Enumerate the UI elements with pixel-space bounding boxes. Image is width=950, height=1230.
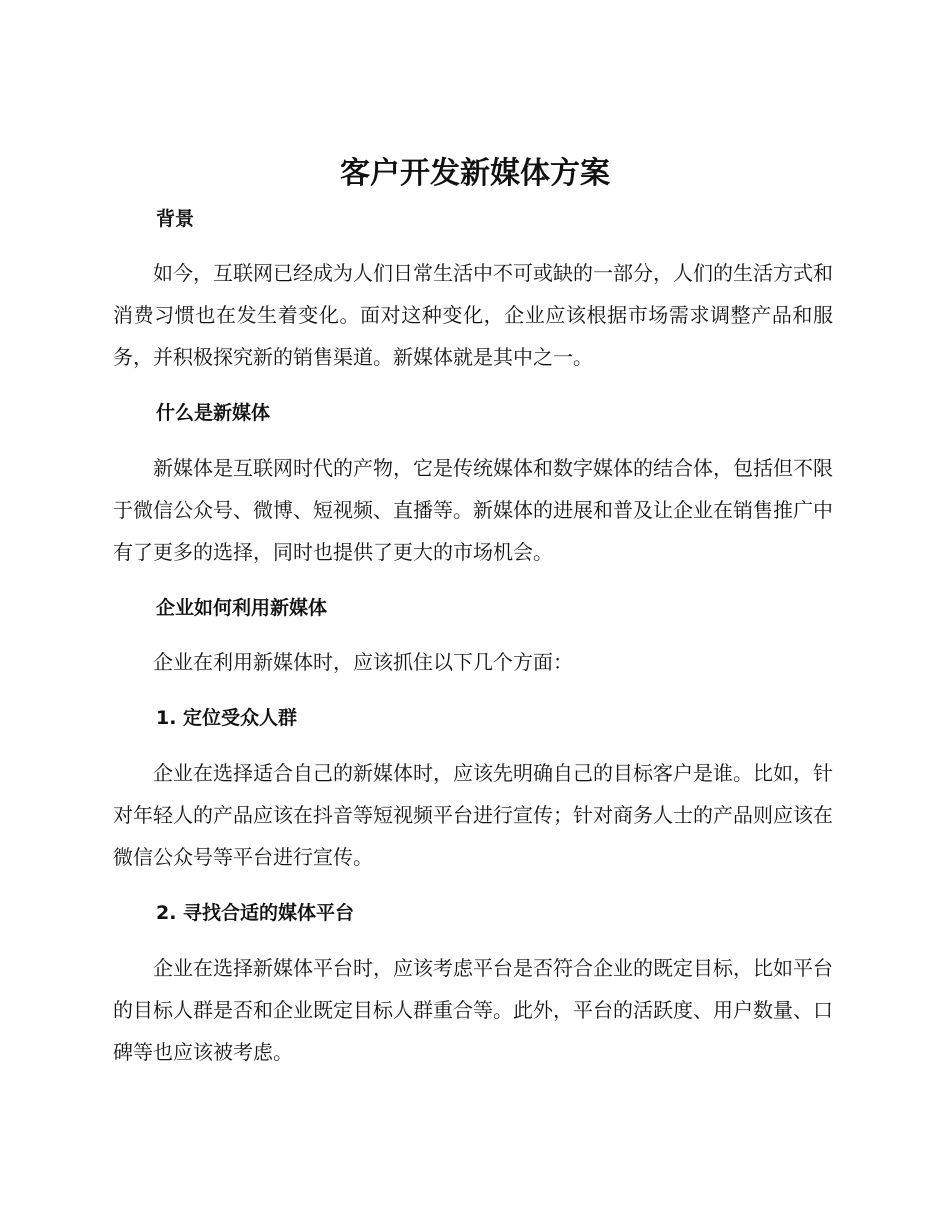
section-paragraph-background: 如今，互联网已经成为人们日常生活中不可或缺的一部分，人们的生活方式和消费习惯也在发生着变化。面对这种变化，企业应该根据市场需求调整产品和服务，并积极探究新的销售渠道。新媒体就是其中之一。 xyxy=(113,261,833,369)
section-heading-what-is-new-media: 什么是新媒体 xyxy=(156,402,271,424)
section-heading-media-platform: 2. 寻找合适的媒体平台 xyxy=(156,902,355,924)
document-title: 客户开发新媒体方案 xyxy=(340,156,610,191)
section-paragraph-how-to-use: 企业在利用新媒体时，应该抓住以下几个方面： xyxy=(153,650,573,674)
section-paragraph-what-is-new-media: 新媒体是互联网时代的产物，它是传统媒体和数字媒体的结合体，包括但不限于微信公众号、微博、短视频、直播等。新媒体的进展和普及让企业在销售推广中有了更多的选择，同时也提供了更大的市场机会。 xyxy=(113,456,833,564)
section-heading-target-audience: 1. 定位受众人群 xyxy=(156,707,298,729)
section-paragraph-media-platform: 企业在选择新媒体平台时，应该考虑平台是否符合企业的既定目标，比如平台的目标人群是否和企业既定目标人群重合等。此外，平台的活跃度、用户数量、口碑等也应该被考虑。 xyxy=(113,956,833,1064)
section-heading-how-to-use: 企业如何利用新媒体 xyxy=(156,597,328,619)
section-heading-background: 背景 xyxy=(156,208,195,230)
section-paragraph-target-audience: 企业在选择适合自己的新媒体时，应该先明确自己的目标客户是谁。比如，针对年轻人的产品应该在抖音等短视频平台进行宣传；针对商务人士的产品则应该在微信公众号等平台进行宣传。 xyxy=(113,761,833,869)
